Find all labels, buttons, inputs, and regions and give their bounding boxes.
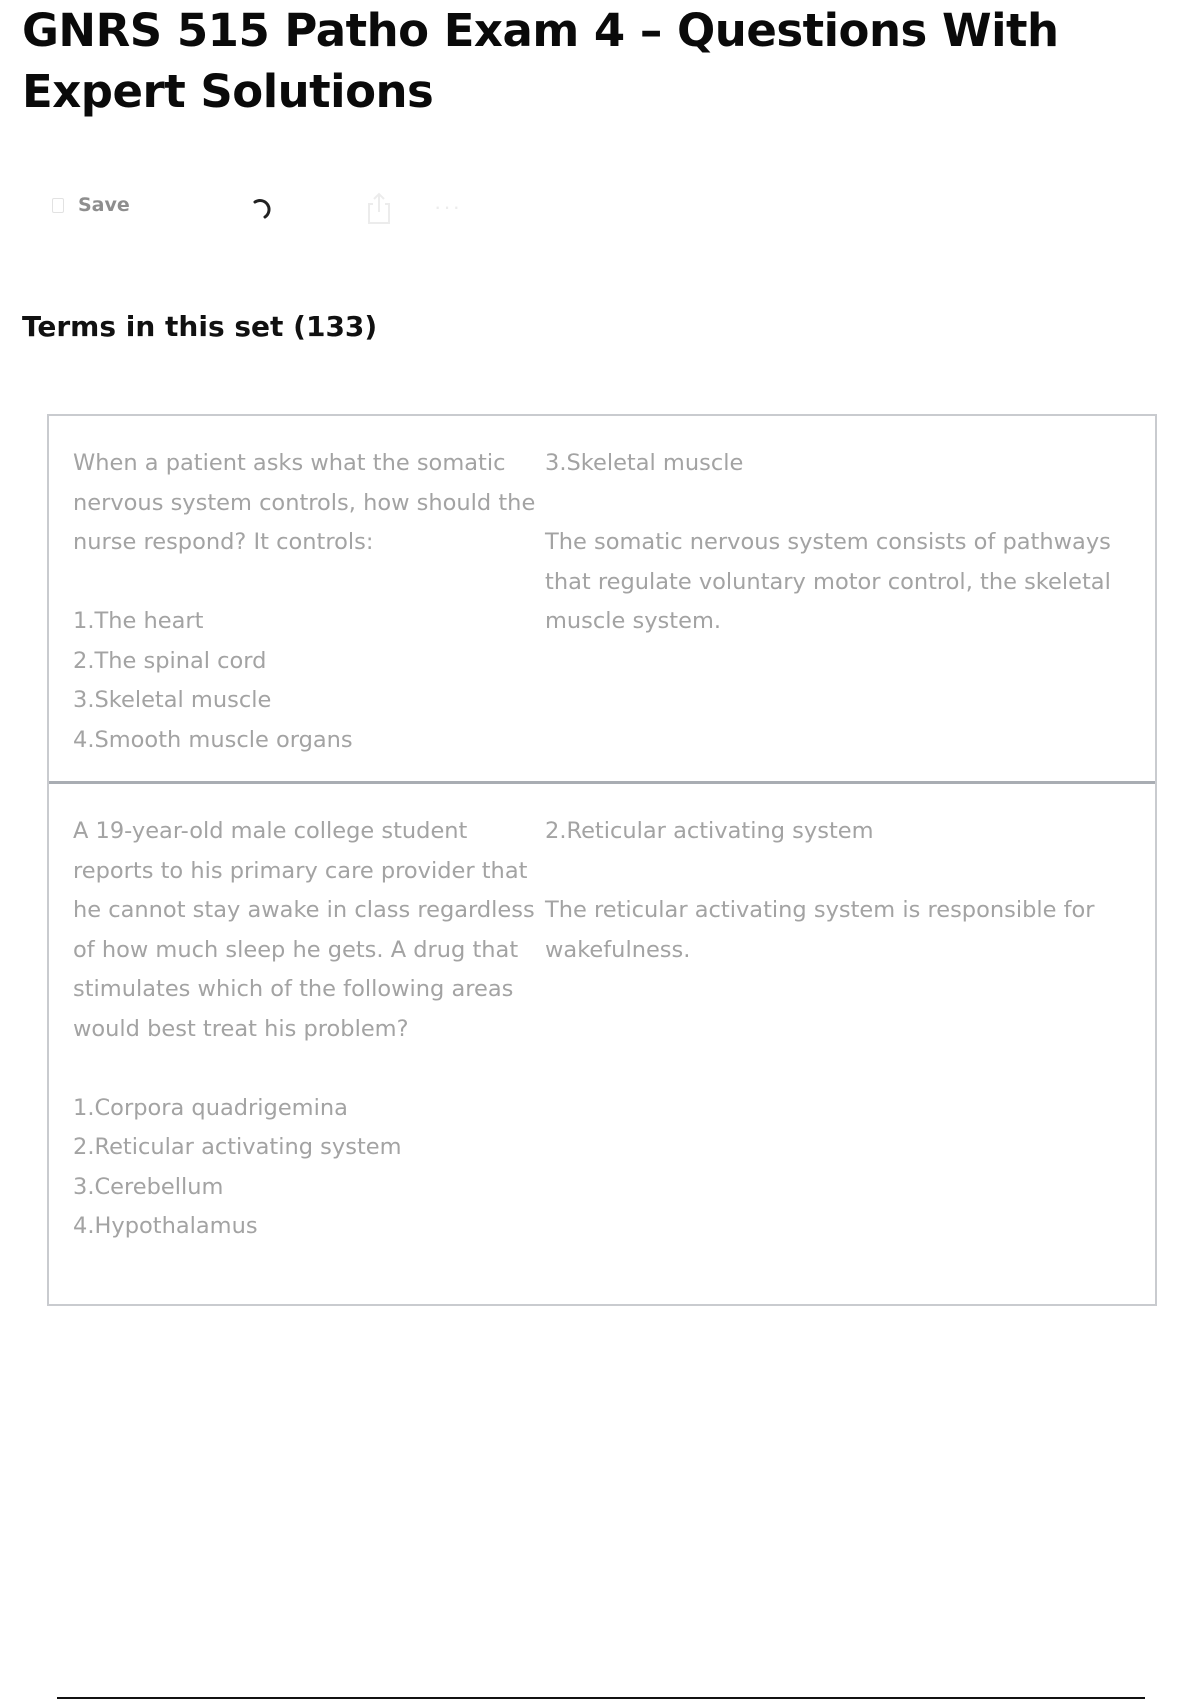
terms-count-heading: Terms in this set (133) — [22, 310, 378, 343]
term-question: A 19-year-old male college student reports to his primary care provider that he cannot stay awake in class regardless of how much sleep he gets. A drug that stimulates which of the following areas would best treat his problem? 1.Corpora quadrigemina 2.Reticular activating system 3.Cerebellum 4.Hypothalamus — [73, 818, 535, 1239]
bookmark-icon — [52, 198, 64, 213]
save-button[interactable] — [52, 194, 130, 216]
page-title: GNRS 515 Patho Exam 4 – Questions With Expert Solutions — [22, 4, 1059, 118]
terms-list — [47, 414, 1157, 1306]
term-question: When a patient asks what the somatic nervous system controls, how should the nurse respond? It controls: 1.The heart 2.The spinal cord 3.Skeletal muscle 4.Smooth muscle organs — [73, 450, 536, 753]
more-options-icon[interactable]: ··· — [434, 194, 462, 219]
page-bottom-divider — [57, 1697, 1145, 1699]
term-answer: 3.Skeletal muscle The somatic nervous system consists of pathways that regulate voluntary motor control, the skeletal muscle system. — [545, 450, 1111, 634]
term-card[interactable] — [49, 416, 1155, 781]
term-answer: 2.Reticular activating system The reticular activating system is responsible for wakefulness. — [545, 818, 1095, 963]
term-card[interactable] — [49, 781, 1155, 1304]
loading-spinner-icon — [242, 190, 282, 230]
share-icon[interactable] — [364, 190, 394, 226]
save-label: Save — [78, 194, 130, 216]
set-toolbar — [52, 190, 552, 224]
